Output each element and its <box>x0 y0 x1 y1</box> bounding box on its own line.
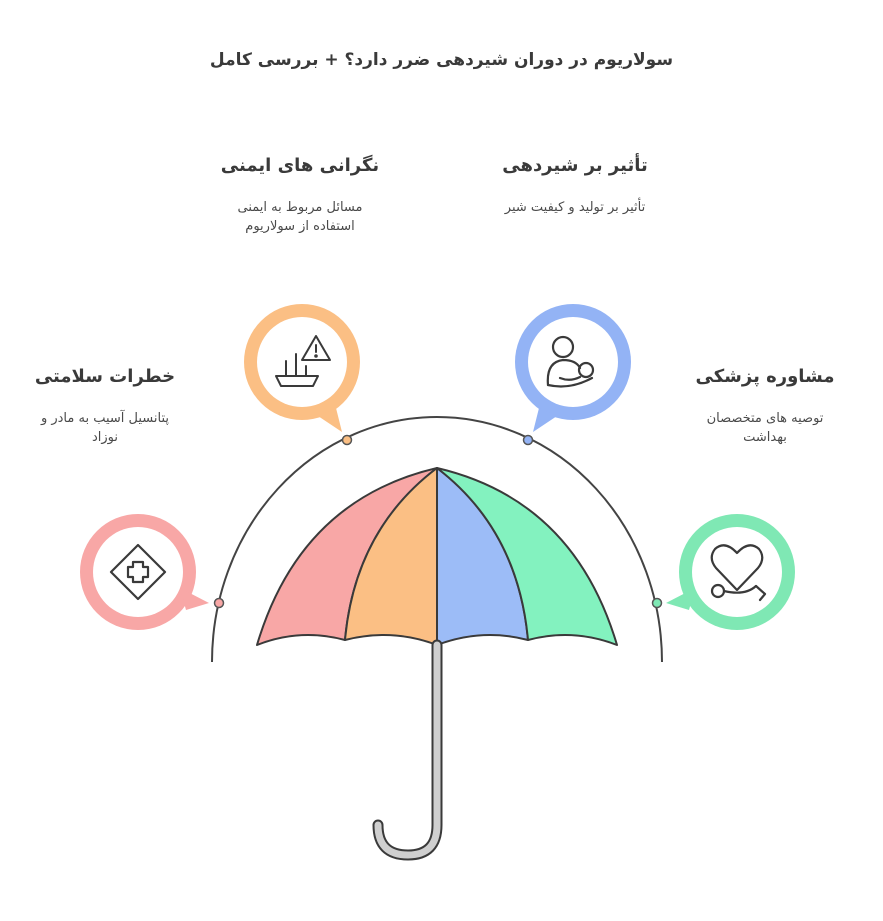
lactation-impact-heading: تأثیر بر شیردهی <box>502 155 648 176</box>
umbrella-handle <box>378 645 437 855</box>
lactation-impact-bubble <box>515 304 631 432</box>
medical-advice-description: توصیه های متخصصان بهداشت <box>706 411 824 445</box>
safety-concerns-bubble <box>244 304 360 432</box>
health-risks-bubble <box>80 514 209 630</box>
connector-dot-orange <box>343 436 352 445</box>
health-risks-description: پتانسیل آسیب به مادر و نوزاد <box>40 411 170 445</box>
health-risks-heading: خطرات سلامتی <box>34 366 176 387</box>
medical-advice-bubble <box>666 514 795 630</box>
safety-concerns-description: مسائل مربوط به ایمنی استفاده از سولاریوم <box>237 200 363 234</box>
connector-dot-red <box>215 599 224 608</box>
connector-dot-blue <box>524 436 533 445</box>
lactation-impact-description: تأثیر بر تولید و کیفیت شیر <box>504 200 646 215</box>
medical-advice-heading: مشاوره پزشکی <box>695 366 835 387</box>
page-title: سولاریوم در دوران شیردهی ضرر دارد؟ + بررسی کامل <box>209 50 674 70</box>
connector-dot-green <box>653 599 662 608</box>
umbrella-handle-fill <box>378 645 437 855</box>
safety-concerns-heading: نگرانی های ایمنی <box>220 155 380 176</box>
